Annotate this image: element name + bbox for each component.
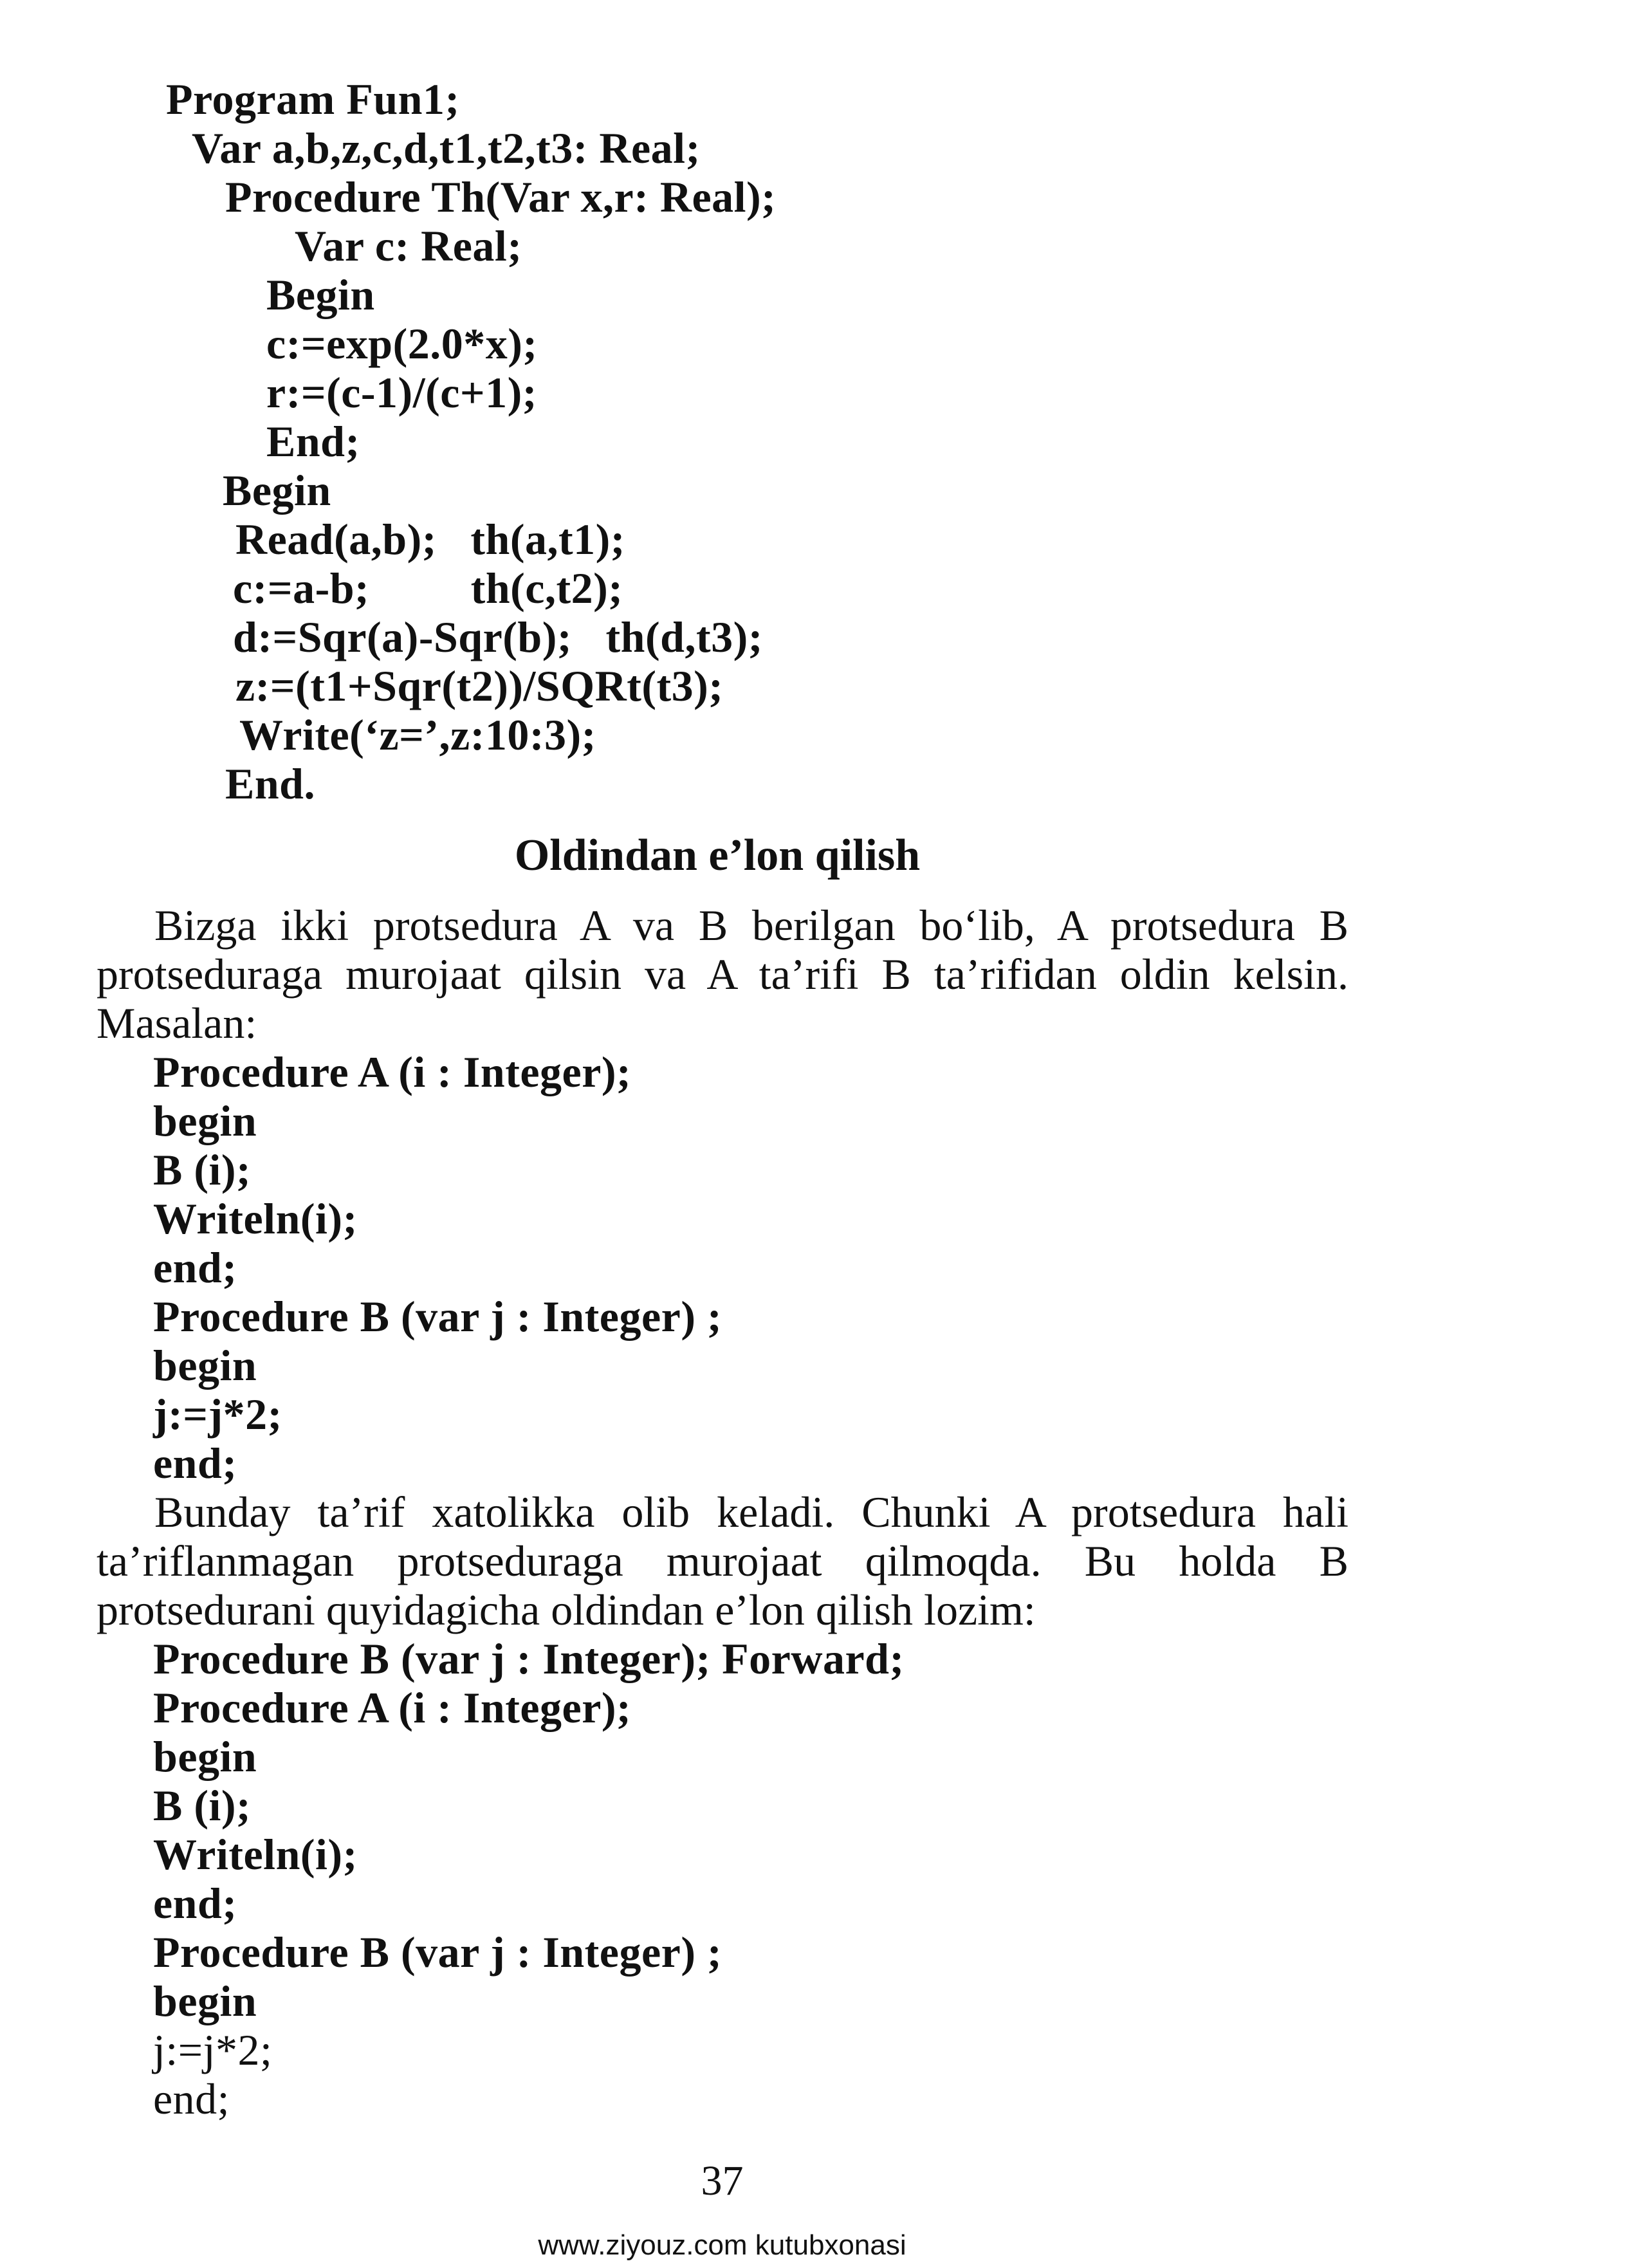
code-line: end;	[153, 1243, 237, 1292]
code-line: Writeln(i);	[153, 1194, 358, 1243]
footer-source: www.ziyouz.com kutubxonasi	[538, 2229, 906, 2261]
code-line: Begin	[266, 270, 375, 319]
code-line: Procedure Th(Var x,r: Real);	[225, 172, 777, 221]
paragraph-intro: Bizga ikki protsedura A va B berilgan bo‘lib, A protsedura B protseduraga murojaat qilsin va A ta’rifi B ta’rifidan oldin kelsin. Masalan:	[97, 901, 1348, 1047]
code-line: End;	[266, 417, 360, 466]
code-line: z:=(t1+Sqr(t2))/SQRt(t3);	[235, 661, 724, 710]
code-line: Write(‘z=’,z:10:3);	[239, 710, 596, 759]
code-line: end;	[153, 2074, 230, 2123]
code-line: r:=(c-1)/(c+1);	[266, 368, 537, 417]
section-heading: Oldindan e’lon qilish	[514, 831, 921, 880]
code-line: Procedure B (var j : Integer) ;	[153, 1928, 722, 1977]
code-line: j:=j*2;	[153, 1390, 282, 1439]
code-line: Program Fun1;	[166, 75, 460, 124]
code-line: end;	[153, 1879, 237, 1928]
code-line: Var c: Real;	[295, 221, 522, 270]
code-line: begin	[153, 1096, 257, 1145]
code-line: Read(a,b); th(a,t1);	[235, 515, 625, 564]
code-line: begin	[153, 1341, 257, 1390]
code-line: Var a,b,z,c,d,t1,t2,t3: Real;	[192, 124, 701, 172]
code-line: begin	[153, 1732, 257, 1781]
code-line: B (i);	[153, 1781, 252, 1830]
code-line: Begin	[223, 466, 331, 515]
code-line: d:=Sqr(a)-Sqr(b); th(d,t3);	[233, 613, 763, 661]
code-line: begin	[153, 1977, 257, 2025]
code-line: Writeln(i);	[153, 1830, 358, 1879]
code-line: Procedure B (var j : Integer) ;	[153, 1292, 722, 1341]
paragraph-explanation: Bunday ta’rif xatolikka olib keladi. Chunki A protsedura hali ta’riflanmagan protseduraga murojaat qilmoqda. Bu holda B protsedurani quyidagicha oldindan e’lon qilish lozim:	[97, 1488, 1348, 1634]
code-line: j:=j*2;	[153, 2025, 273, 2074]
code-line: end;	[153, 1439, 237, 1488]
code-line: End.	[225, 759, 315, 808]
code-line: Procedure A (i : Integer);	[153, 1683, 632, 1732]
code-line: c:=a-b; th(c,t2);	[233, 564, 623, 613]
page-number: 37	[701, 2157, 744, 2204]
code-line: B (i);	[153, 1145, 252, 1194]
code-line: Procedure A (i : Integer);	[153, 1047, 632, 1096]
code-line: c:=exp(2.0*x);	[266, 319, 538, 368]
code-line: Procedure B (var j : Integer); Forward;	[153, 1634, 905, 1683]
